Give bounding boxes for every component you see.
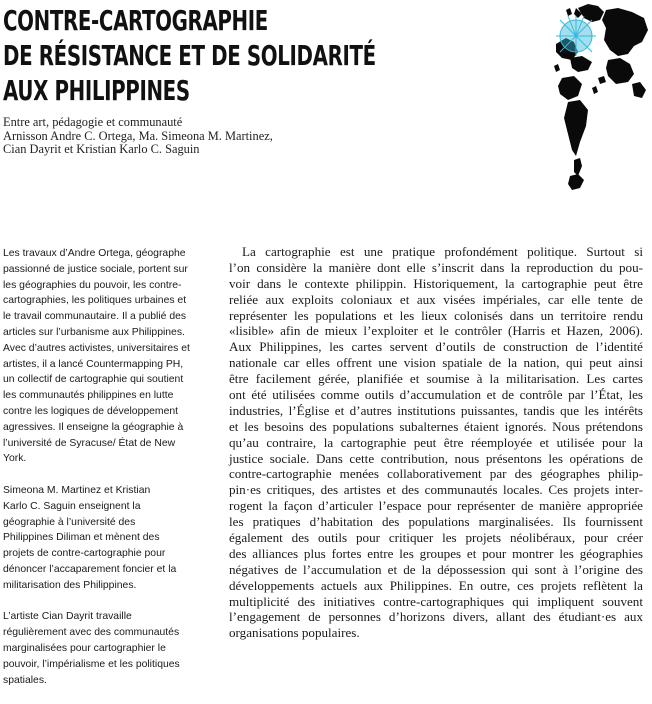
bio-line: les géographies du pouvoir, les contre- bbox=[3, 279, 182, 291]
title-line: AUX PHILIPPINES bbox=[3, 75, 190, 107]
world-map-silhouette-icon bbox=[548, 0, 652, 196]
article-line: les pratiques d’habitation des populations marginalisées. Ils fournissent bbox=[229, 514, 643, 530]
article-line: pin·es critiques, des artistes et des communautés locales. Ces projets inter- bbox=[229, 482, 643, 498]
bio-line: les communautés philippines en lutte bbox=[3, 390, 174, 402]
bio-line: Karlo C. Saguin enseignent la bbox=[3, 500, 141, 512]
bio-line: articles sur l’urbanisme aux Philippines. bbox=[3, 326, 185, 338]
bio-andre-ortega bbox=[3, 246, 203, 467]
bio-line: pouvoir, l’impérialisme et les politiques bbox=[3, 658, 180, 670]
bio-line: le travail communautaire. Il a publié des bbox=[3, 311, 187, 323]
article-line: rogent la façon d’articuler l’espace pour représenter de manière appropriée bbox=[229, 498, 643, 514]
article-line: reliée aux exploits coloniaux et aux visées impériales, car elle tente de bbox=[229, 291, 643, 307]
bio-line: contre les logiques de développement bbox=[3, 405, 179, 417]
title-line: CONTRE-CARTOGRAPHIE bbox=[3, 5, 268, 37]
subtitle-authors bbox=[3, 116, 333, 157]
bio-line: York. bbox=[3, 453, 27, 465]
article-line: voir dans le contexte philippin. Historiquement, la cartographie peut être bbox=[229, 275, 643, 291]
bio-line: Simeona M. Martinez et Kristian bbox=[3, 484, 151, 496]
article-line: justice sociale. Dans cette contribution, nous présentons les opérations de bbox=[229, 450, 643, 466]
bio-line: géographie à l’université des bbox=[3, 516, 136, 528]
bio-line: Avec d’autres activistes, universitaires et bbox=[3, 342, 190, 354]
article-line: des alliances plus fortes entre les groupes et pour montrer les géographies bbox=[229, 545, 643, 561]
article-line: représenter les populations et les lieux colonisés dans un territoire rendu bbox=[229, 307, 643, 323]
subtitle-line: Entre art, pédagogie et communauté bbox=[3, 115, 183, 129]
bio-line: marginalisées pour cartographier le bbox=[3, 642, 166, 654]
bio-line: l’université de Syracuse/ État de New bbox=[3, 437, 176, 449]
article-line: négatives de l’accumulation et de la dépossession qui sont à l’origine des bbox=[229, 561, 643, 577]
bio-line: agressives. Il enseigne la géographie à bbox=[3, 421, 184, 433]
bio-line: Philippines Diliman et mènent des bbox=[3, 532, 160, 544]
bio-line: projets de contre-cartographie pour bbox=[3, 548, 166, 560]
article-line: industries, l’Église et d’autres institutions puissantes, tandis que les intérêts bbox=[229, 402, 643, 418]
title-line: DE RÉSISTANCE ET DE SOLIDARITÉ bbox=[3, 40, 376, 72]
bio-line: cartographies, les politiques urbaines et bbox=[3, 295, 187, 307]
bio-line: L’artiste Cian Dayrit travaille bbox=[3, 611, 132, 623]
article-title bbox=[3, 4, 376, 109]
bio-line: régulièrement avec des communautés bbox=[3, 627, 180, 639]
article-line: qu’au contraire, la cartographie peut être réemployée et utilisée pour la bbox=[229, 434, 643, 450]
article-line: ont été utilisées comme outils d’accumulation et de contrôle par l’État, les bbox=[229, 387, 643, 403]
article-line: organisations populaires. bbox=[229, 625, 360, 641]
article-body bbox=[229, 244, 643, 641]
article-line: La cartographie est une pratique profondément politique. Surtout si bbox=[242, 244, 643, 259]
author-bios bbox=[3, 246, 203, 704]
bio-line: militarisation des Philippines. bbox=[3, 579, 137, 591]
bio-line: passionné de justice sociale, portent sur bbox=[3, 263, 188, 275]
bio-line: dénoncer l’accaparement foncier et la bbox=[3, 563, 177, 575]
author-line: Arnisson Andre C. Ortega, Ma. Simeona M. Martinez, bbox=[3, 128, 273, 143]
bio-line: spatiales. bbox=[3, 674, 47, 686]
article-line: l’engagement de personnes d’horizons divers, allant des étudiant·es aux bbox=[229, 609, 643, 625]
article-line: être facilement gérée, planifiée et soumise à la militarisation. Les cartes bbox=[229, 371, 643, 387]
article-line: également des outils pour critiquer les projets néolibéraux, pour créer bbox=[229, 530, 643, 546]
bio-martinez-saguin bbox=[3, 483, 203, 594]
article-line: et les besoins des populations subalternes étaient ignorés. Nous prétendons bbox=[229, 418, 643, 434]
article-line: multiplicité des initiatives contre-cartographiques qui impliquent souvent bbox=[229, 593, 643, 609]
bio-line: un collectif de cartographie qui soutient bbox=[3, 374, 184, 386]
article-line: nationale car elles offrent une vision spatiale de la nation, qui peut ainsi bbox=[229, 355, 643, 371]
article-line: «lisible» afin de mieux l’exploiter et le contrôler (Harris et Hazen, 2006). bbox=[229, 323, 643, 339]
author-line: Cian Dayrit et Kristian Karlo C. Saguin bbox=[3, 142, 200, 157]
bio-cian-dayrit bbox=[3, 609, 203, 688]
article-line: développements actuels aux Philippines. En outre, ces projets reflètent la bbox=[229, 577, 643, 593]
article-line: Aux Philippines, les cartes servent d’outils de construction de l’identité bbox=[229, 339, 643, 355]
bio-line: artistes, il a lancé Countermapping PH, bbox=[3, 358, 184, 370]
bio-line: Les travaux d’Andre Ortega, géographe bbox=[3, 248, 186, 259]
article-line: contre-cartographie menées collaborativement par des géographes philip- bbox=[229, 466, 643, 482]
article-line: l’on considère la manière dont elle s’inscrit dans la reproduction du pou- bbox=[229, 259, 643, 275]
